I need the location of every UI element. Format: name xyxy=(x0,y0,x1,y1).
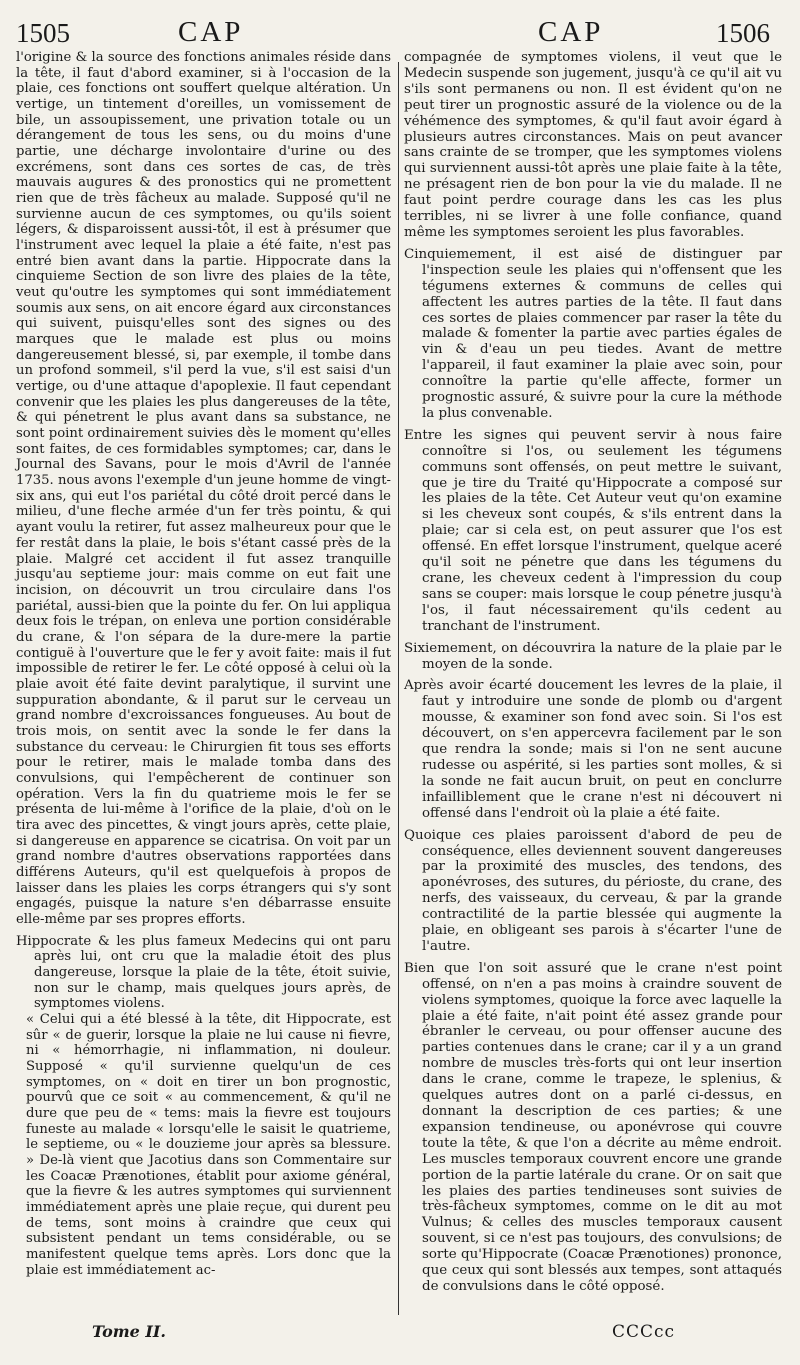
volume-label: Tome II. xyxy=(92,1322,166,1341)
paragraph: Quoique ces plaies paroissent d'abord de peu de conséquence, elles deviennent souvent dangereuses par la proximité des muscles, des tendons, des aponévroses, des sutures, du périoste, du crane, des nerfs, des vaisseaux, du cerveau, & par la grande contractilité de la partie blessée qui augmente la plaie, en obligeant ses parois à s'écarter l'une de l'autre. xyxy=(404,827,782,954)
quoted-paragraph: « Celui qui a été blessé à la tête, dit Hippocrate, est sûr « de guerir, lorsque la plaie ne lui cause ni fievre, ni « hémorrhagie, ni inflammation, ni douleur. Supposé « qu'il survienne quelqu'un de ces symptomes, on « doit en tirer un bon prognostic, pourvû que ce soit « au commencement, & qu'il ne dure que peu de « tems: mais la fievre est toujours funeste au malade « lorsqu'elle le saisit le quatrieme, le septieme, ou « le douzieme jour après sa blessure. » De-là vient que Jacotius dans son Commentaire sur les Coacæ Prænotiones, établit pour axiome général, que la fievre & les autres symptomes qui surviennent immédiatement après une plaie reçue, qui durent peu de tems, sont moins à craindre que ceux qui subsistent pendant un tems considérable, ou se manifestent quelque tems après. Lors donc que la plaie est immédiatement ac- xyxy=(26,1011,391,1278)
paragraph: Hippocrate & les plus fameux Medecins qui ont paru après lui, ont cru que la maladie étoit des plus dangereuse, lorsque la plaie de la tête, étoit suivie, non sur le champ, mais quelques jours après, de symptomes violens. xyxy=(16,933,391,1012)
left-running-head: CAP xyxy=(178,16,244,48)
left-column xyxy=(16,50,391,1278)
paragraph: Cinquiemement, il est aisé de distinguer par l'inspection seule les plaies qui n'offensent que les tégumens externes & communs de celles qui affectent les autres parties de la tête. Il faut dans ces sortes de plaies commencer par raser la tête du malade & fomenter la partie avec parties égales de vin & d'eau un peu tiedes. Avant de mettre l'appareil, il faut examiner la plaie avec soin, pour connoître la partie qu'elle affecte, former un prognostic assuré, & suivre pour la cure la méthode la plus convenable. xyxy=(404,246,782,421)
page-header xyxy=(0,10,800,50)
right-column xyxy=(404,50,782,1295)
left-page-number: 1505 xyxy=(16,18,70,48)
paragraph: Sixiemement, on découvrira la nature de la plaie par le moyen de la sonde. xyxy=(404,640,782,672)
paragraph: Bien que l'on soit assuré que le crane n'est point offensé, on n'en a pas moins à craindre souvent de violens symptomes, quoique la force avec laquelle la plaie a été faite, n'ait point été assez grande pour ébranler le cerveau, ou pour offenser aucune des parties contenues dans le crane; car il y a un grand nombre de muscles très-forts qui ont leur insertion dans le crane, comme le trapeze, le splenius, & quelques autres dont on a parlé ci-dessus, en donnant la description de ces parties; & une expansion tendineuse, ou aponévrose qui couvre toute la tête, & que l'on a décrite au même endroit. Les muscles temporaux couvrent encore une grande portion de la partie latérale du crane. Or on sait que les plaies des parties tendineuses sont suivies de très-fâcheux symptomes, comme on le dit au mot Vulnus; & celles des muscles temporaux causent souvent, si ce n'est pas toujours, des convulsions; de sorte qu'Hippocrate (Coacæ Prænotiones) prononce, que ceux qui sont blessés aux tempes, sont attaqués de convulsions dans le côté opposé. xyxy=(404,960,782,1294)
column-divider xyxy=(398,62,399,1315)
paragraph: l'origine & la source des fonctions animales réside dans la tête, il faut d'abord examiner, si à l'occasion de la plaie, ces fonctions ont souffert quelque altération. Un vertige, un tintement d'oreilles, un vomissement de bile, un assoupissement, une privation totale ou un dérangement de tous les sens, ou du moins d'une partie, une décharge involontaire d'urine ou des excrémens, sont dans ces sortes de cas, de très mauvais augures & des pronostics qui ne promettent rien que de très fâcheux au malade. Supposé qu'il ne survienne aucun de ces symptomes, ou qu'ils soient légers, & disparoissent aussi-tôt, il est à présumer que l'instrument avec lequel la plaie a été faite, n'est pas entré bien avant dans la partie. Hippocrate dans la cinquieme Section de son livre des plaies de la tête, veut qu'outre les symptomes qui sont immédiatement soumis aux sens, on ait encore égard aux circonstances qui suivent, puisqu'elles sont des signes ou des marques que le malade est plus ou moins dangereusement blessé, si, par exemple, il tombe dans un profond sommeil, s'il perd la vue, s'il est saisi d'un vertige, ou d'une attaque d'apoplexie. Il faut cependant convenir que les plaies les plus dangereuses de la tête, & qui pénetrent le plus avant dans sa substance, ne sont point ordinairement suivies dès le moment qu'elles sont faites, de ces formidables symptomes; car, dans le Journal des Savans, pour le mois d'Avril de l'année 1735. nous avons l'exemple d'un jeune homme de vingt-six ans, qui eut l'os pariétal du côté droit percé dans le milieu, d'une fleche armée d'un fer très pointu, & qui ayant voulu la retirer, fut assez malheureux pour que le fer restât dans la plaie, le bois s'étant cassé près de la plaie. Malgré cet accident il fut assez tranquille jusqu'au septieme jour: mais comme on eut fait une incision, on découvrit un trou circulaire dans l'os pariétal, aussi-bien que la pointe du fer. On lui appliqua deux fois le trépan, on enleva une portion considérable du crane, & l'on sépara de la dure-mere la partie contiguë à l'ouverture que le fer y avoit faite: mais il fut impossible de retirer le fer. Le côté opposé à celui où la plaie avoit été faite devint paralytique, il survint une suppuration abondante, & il parut sur le cerveau un grand nombre d'excroissances fongueuses. Au bout de trois mois, on sentit avec la sonde le fer dans la substance du cerveau: le Chirurgien fit tous ses efforts pour le retirer, mais le malade tomba dans des convulsions, qui l'empêcherent de continuer son opération. Vers la fin du quatrieme mois le fer se présenta de lui-même à l'orifice de la plaie, d'où on le tira avec des pincettes, & vingt jours après, cette plaie, si dangereuse en apparence se cicatrisa. On voit par un grand nombre d'autres observations rapportées dans différens Auteurs, qu'il est quelquefois à propos de laisser dans les plaies les corps étrangers qui s'y sont engagés, puisque la nature s'en débarrasse ensuite elle-même par ses propres efforts. xyxy=(16,50,391,927)
signature-mark: CCCcc xyxy=(612,1322,676,1342)
paragraph: Entre les signes qui peuvent servir à nous faire connoître si l'os, ou seulement les tégumens communs sont offensés, on peut mettre le suivant, que je tire du Traité qu'Hippocrate a composé sur les plaies de la tête. Cet Auteur veut qu'on examine si les cheveux sont coupés, & s'ils entrent dans la plaie; car si cela est, on peut assurer que l'os est offensé. En effet lorsque l'instrument, quelque aceré qu'il soit ne pénetre que dans les tégumens du crane, les cheveux cedent à l'impression du coup sans se couper: mais lorsque le coup pénetre jusqu'à l'os, il faut nécessairement qu'ils cedent au tranchant de l'instrument. xyxy=(404,427,782,634)
page-footer xyxy=(0,1322,800,1352)
paragraph: Après avoir écarté doucement les levres de la plaie, il faut y introduire une sonde de plomb ou d'argent mousse, & examiner son fond avec soin. Si l'os est découvert, on s'en appercevra facilement par le son que rendra la sonde; mais si l'on ne sent aucune rudesse ou aspérité, si les parties sont molles, & si la sonde ne fait aucun bruit, on peut en conclurre infailliblement que le crane n'est ni découvert ni offensé dans l'endroit où la plaie a été faite. xyxy=(404,678,782,821)
right-page-number: 1506 xyxy=(716,18,770,48)
right-running-head: CAP xyxy=(538,16,604,48)
paragraph: compagnée de symptomes violens, il veut que le Medecin suspende son jugement, jusqu'à ce qu'il ait vu s'ils sont permanens ou non. Il est évident qu'on ne peut tirer un prognostic assuré de la violence ou de la véhémence des symptomes, & qu'il faut avoir égard à plusieurs autres circonstances. Mais on peut avancer sans crainte de se tromper, que les symptomes violens qui surviennent aussi-tôt après une plaie faite à la tête, ne présagent rien de bon pour la vie du malade. Il ne faut point perdre courage dans les cas les plus terribles, ni se livrer à une folle confiance, quand même les symptomes seroient les plus favorables. xyxy=(404,50,782,240)
